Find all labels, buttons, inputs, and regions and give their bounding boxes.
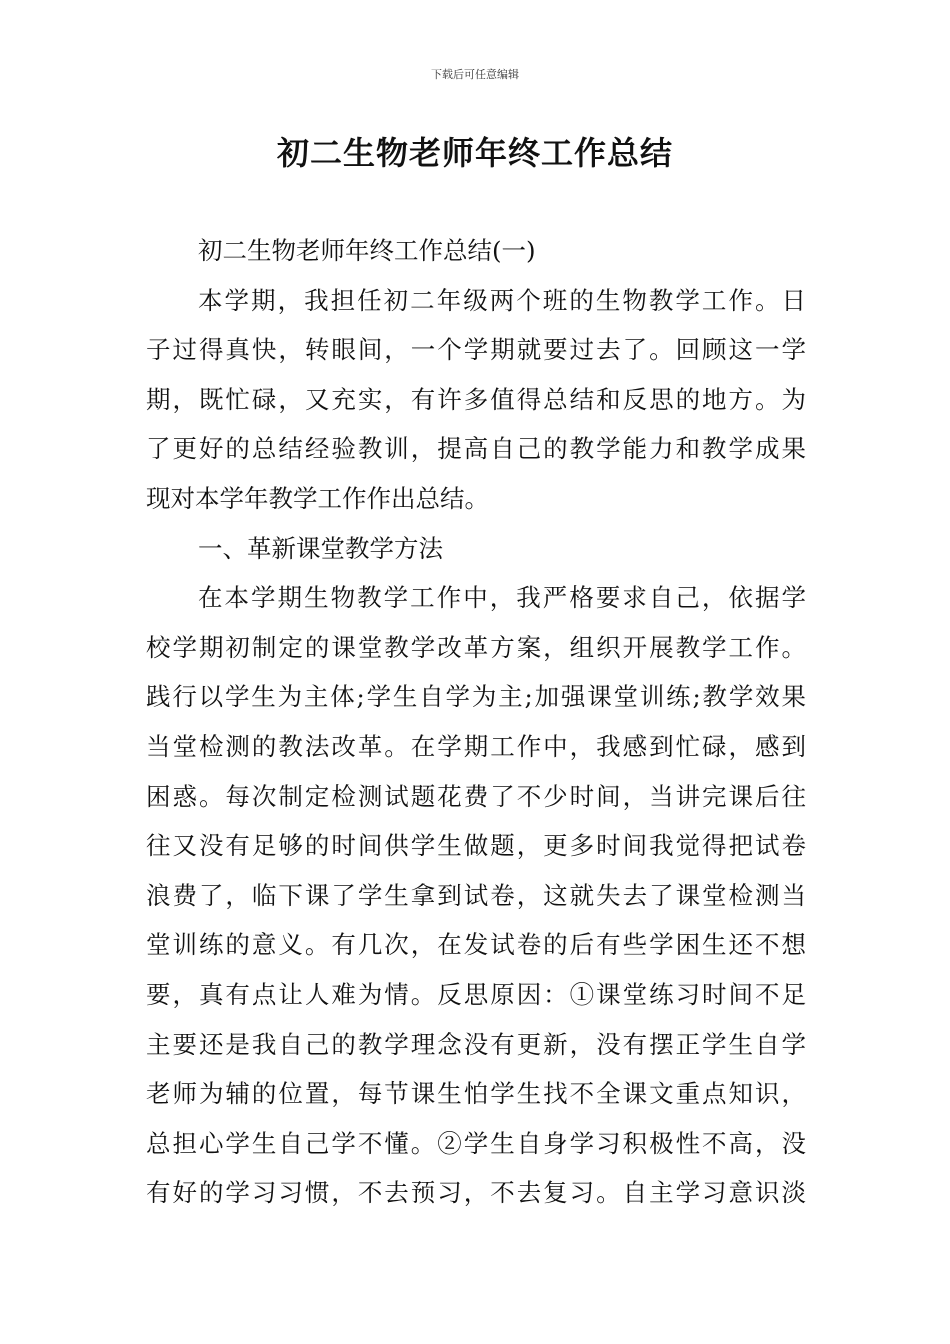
text-line: 堂训练的意义。有几次，在发试卷的后有些学困生还不想 xyxy=(146,930,806,960)
text-line: 现对本学年教学工作作出总结。 xyxy=(146,483,489,513)
text-line: 困惑。每次制定检测试题花费了不少时间，当讲完课后往 xyxy=(146,781,806,811)
document-body xyxy=(146,226,806,1218)
text-line: 老师为辅的位置，每节课生怕学生找不全课文重点知识， xyxy=(146,1079,806,1109)
text-line: 主要还是我自己的教学理念没有更新，没有摆正学生自学 xyxy=(146,1029,806,1059)
text-line: 总担心学生自己学不懂。②学生自身学习积极性不高，没 xyxy=(146,1128,806,1158)
text-line: 往又没有足够的时间供学生做题，更多时间我觉得把试卷 xyxy=(146,831,806,861)
text-line: 本学期，我担任初二年级两个班的生物教学工作。日 xyxy=(198,285,806,315)
text-line: 践行以学生为主体;学生自学为主;加强课堂训练;教学效果 xyxy=(146,682,806,712)
text-line: 浪费了，临下课了学生拿到试卷，这就失去了课堂检测当 xyxy=(146,880,806,910)
text-line: 校学期初制定的课堂教学改革方案，组织开展教学工作。 xyxy=(146,632,806,662)
text-line: 当堂检测的教法改革。在学期工作中，我感到忙碌，感到 xyxy=(146,731,806,761)
text-line: 子过得真快，转眼间，一个学期就要过去了。回顾这一学 xyxy=(146,335,806,365)
text-line: 初二生物老师年终工作总结(一) xyxy=(198,236,536,265)
text-line: 要，真有点让人难为情。反思原因：①课堂练习时间不足 xyxy=(146,979,806,1009)
text-line: 期，既忙碌，又充实，有许多值得总结和反思的地方。为 xyxy=(146,384,806,414)
text-line: 有好的学习习惯，不去预习，不去复习。自主学习意识淡 xyxy=(146,1178,806,1208)
document-title: 初二生物老师年终工作总结 xyxy=(276,134,673,172)
header-note: 下载后可任意编辑 xyxy=(431,68,519,81)
text-line: 一、革新课堂教学方法 xyxy=(198,533,443,563)
text-line: 了更好的总结经验教训，提高自己的教学能力和教学成果 xyxy=(146,434,806,464)
text-line: 在本学期生物教学工作中，我严格要求自己，依据学 xyxy=(198,583,806,613)
